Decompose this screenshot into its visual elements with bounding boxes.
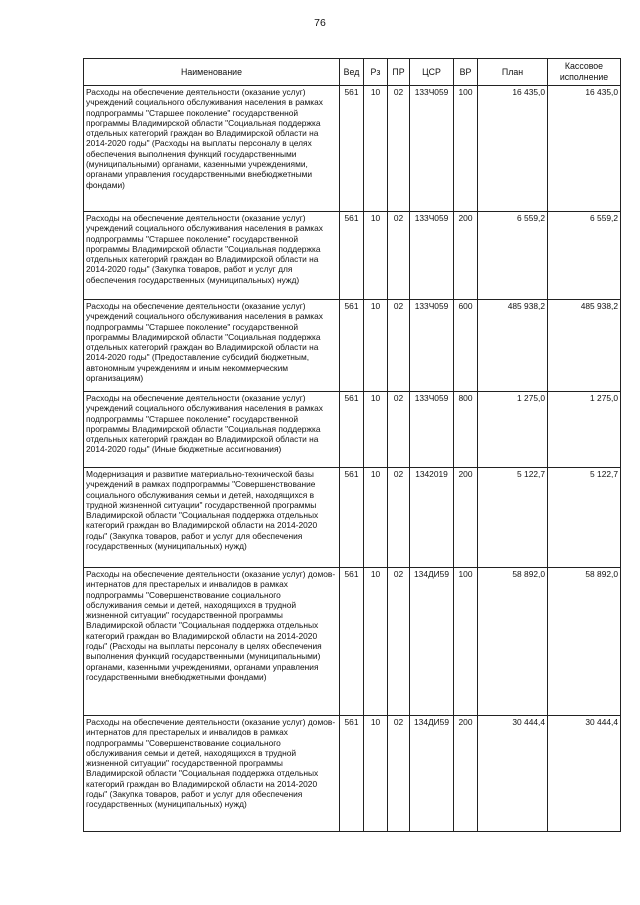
row-vr: 200 xyxy=(454,212,478,300)
row-ved: 561 xyxy=(340,86,364,212)
page-number: 76 xyxy=(314,17,326,29)
row-pr: 02 xyxy=(388,716,410,832)
table-row xyxy=(84,212,621,300)
row-vr: 100 xyxy=(454,86,478,212)
row-ved: 561 xyxy=(340,468,364,568)
row-ved: 561 xyxy=(340,392,364,468)
row-plan: 6 559,2 xyxy=(478,212,548,300)
row-vr: 200 xyxy=(454,716,478,832)
row-csr: 133Ч059 xyxy=(410,300,454,392)
table-row xyxy=(84,86,621,212)
row-name: Модернизация и развитие материально-технической базы учреждений в рамках подпрограммы "Совершенствование социального обслуживания семьи и детей, находящихся в трудной жизненной ситуации" государственной программы Владимирской области "Социальная поддержка отдельных категорий граждан во Владимирской области на 2014-2020 годы" (Закупка товаров, работ и услуг для обеспечения государственных (муниципальных) нужд) xyxy=(84,468,340,568)
row-exec: 6 559,2 xyxy=(548,212,621,300)
header-csr: ЦСР xyxy=(410,59,454,86)
row-name: Расходы на обеспечение деятельности (оказание услуг) учреждений социального обслуживания населения в рамках подпрограммы "Старшее поколение" государственной программы Владимирской области "Социальная поддержка отдельных категорий граждан во Владимирской области на 2014-2020 годы" (Предоставление субсидий бюджетным, автономным учреждениям и иным некоммерческим организациям) xyxy=(84,300,340,392)
row-rz: 10 xyxy=(364,300,388,392)
row-plan: 485 938,2 xyxy=(478,300,548,392)
row-rz: 10 xyxy=(364,86,388,212)
header-exec-line2: исполнение xyxy=(559,72,609,82)
budget-table xyxy=(83,58,621,832)
row-name: Расходы на обеспечение деятельности (оказание услуг) домов-интернатов для престарелых и инвалидов в рамках подпрограммы "Совершенствование социального обслуживания семьи и детей, находящихся в трудной жизненной ситуации" государственной программы Владимирской области "Социальная поддержка отдельных категорий граждан во Владимирской области на 2014-2020 годы" (Расходы на выплаты персоналу в целях обеспечения выполнения функций государственными (муниципальными) органами, казенными учреждениями, органами управления государственными внебюджетными фондами) xyxy=(84,568,340,716)
row-csr: 134ДИ59 xyxy=(410,568,454,716)
row-ved: 561 xyxy=(340,300,364,392)
row-exec: 30 444,4 xyxy=(548,716,621,832)
row-name: Расходы на обеспечение деятельности (оказание услуг) учреждений социального обслуживания населения в рамках подпрограммы "Старшее поколение" государственной программы Владимирской области "Социальная поддержка отдельных категорий граждан во Владимирской области на 2014-2020 годы" (Закупка товаров, работ и услуг для обеспечения государственных (муниципальных) нужд) xyxy=(84,212,340,300)
row-pr: 02 xyxy=(388,468,410,568)
row-ved: 561 xyxy=(340,716,364,832)
row-rz: 10 xyxy=(364,568,388,716)
row-rz: 10 xyxy=(364,212,388,300)
header-pr: ПР xyxy=(388,59,410,86)
row-pr: 02 xyxy=(388,392,410,468)
row-vr: 200 xyxy=(454,468,478,568)
row-vr: 800 xyxy=(454,392,478,468)
row-exec: 16 435,0 xyxy=(548,86,621,212)
row-plan: 16 435,0 xyxy=(478,86,548,212)
row-vr: 100 xyxy=(454,568,478,716)
row-pr: 02 xyxy=(388,300,410,392)
header-vr: ВР xyxy=(454,59,478,86)
header-rz: Рз xyxy=(364,59,388,86)
row-vr: 600 xyxy=(454,300,478,392)
header-name: Наименование xyxy=(84,59,340,86)
row-plan: 1 275,0 xyxy=(478,392,548,468)
row-csr: 134ДИ59 xyxy=(410,716,454,832)
row-name: Расходы на обеспечение деятельности (оказание услуг) домов-интернатов для престарелых и инвалидов в рамках подпрограммы "Совершенствование социального обслуживания семьи и детей, находящихся в трудной жизненной ситуации" государственной программы Владимирской области "Социальная поддержка отдельных категорий граждан во Владимирской области на 2014-2020 годы" (Закупка товаров, работ и услуг для обеспечения государственных (муниципальных) нужд) xyxy=(84,716,340,832)
row-plan: 5 122,7 xyxy=(478,468,548,568)
row-pr: 02 xyxy=(388,212,410,300)
row-name: Расходы на обеспечение деятельности (оказание услуг) учреждений социального обслуживания населения в рамках подпрограммы "Старшее поколение" государственной программы Владимирской области "Социальная поддержка отдельных категорий граждан во Владимирской области на 2014-2020 годы" (Иные бюджетные ассигнования) xyxy=(84,392,340,468)
row-pr: 02 xyxy=(388,568,410,716)
row-pr: 02 xyxy=(388,86,410,212)
row-exec: 5 122,7 xyxy=(548,468,621,568)
header-exec xyxy=(548,59,621,86)
row-rz: 10 xyxy=(364,392,388,468)
header-ved: Вед xyxy=(340,59,364,86)
row-exec: 485 938,2 xyxy=(548,300,621,392)
row-plan: 58 892,0 xyxy=(478,568,548,716)
row-ved: 561 xyxy=(340,212,364,300)
table-row xyxy=(84,300,621,392)
row-csr: 133Ч059 xyxy=(410,86,454,212)
row-rz: 10 xyxy=(364,468,388,568)
row-plan: 30 444,4 xyxy=(478,716,548,832)
header-exec-line1: Кассовое xyxy=(564,61,604,71)
table-row xyxy=(84,468,621,568)
row-csr: 133Ч059 xyxy=(410,392,454,468)
table-row xyxy=(84,716,621,832)
row-exec: 1 275,0 xyxy=(548,392,621,468)
header-plan: План xyxy=(478,59,548,86)
row-csr: 1342019 xyxy=(410,468,454,568)
table-row xyxy=(84,392,621,468)
row-ved: 561 xyxy=(340,568,364,716)
table-header-row xyxy=(84,59,621,86)
row-exec: 58 892,0 xyxy=(548,568,621,716)
row-name: Расходы на обеспечение деятельности (оказание услуг) учреждений социального обслуживания населения в рамках подпрограммы "Старшее поколение" государственной программы Владимирской области "Социальная поддержка отдельных категорий граждан во Владимирской области на 2014-2020 годы" (Расходы на выплаты персоналу в целях обеспечения выполнения функций государственными (муниципальными) органами, казенными учреждениями, органами управления государственными внебюджетными фондами) xyxy=(84,86,340,212)
table-row xyxy=(84,568,621,716)
row-rz: 10 xyxy=(364,716,388,832)
row-csr: 133Ч059 xyxy=(410,212,454,300)
